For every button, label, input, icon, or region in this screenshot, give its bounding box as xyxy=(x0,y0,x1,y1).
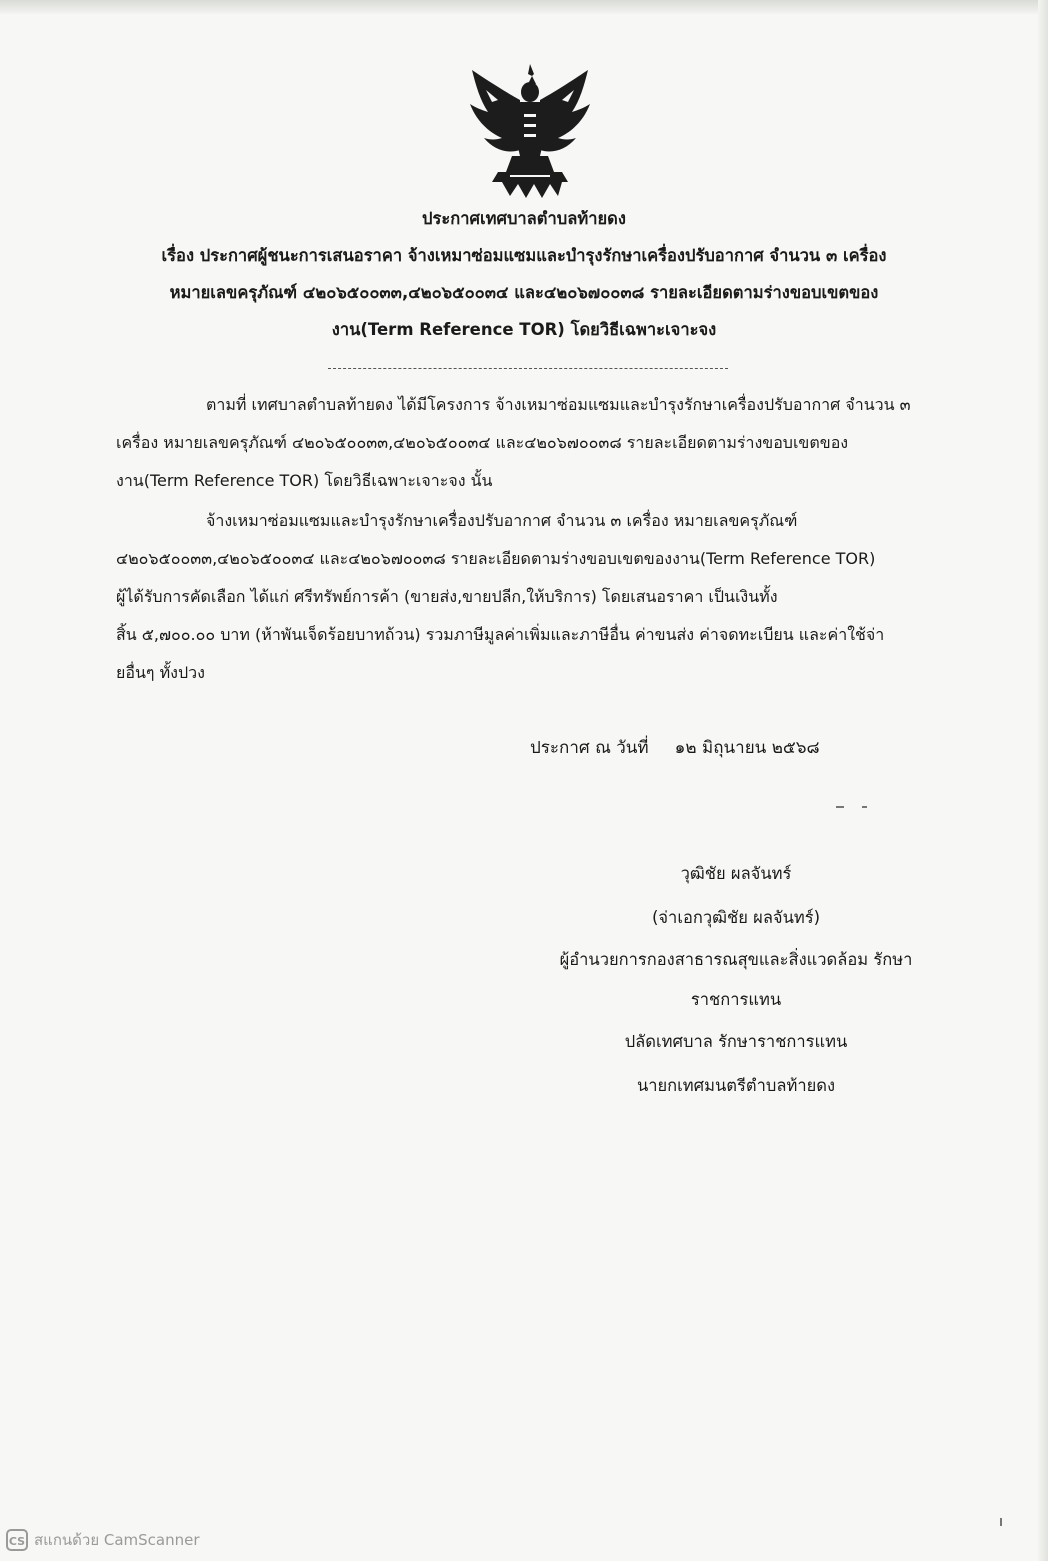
paragraph-2-line: ผู้ได้รับการคัดเลือก ได้แก่ ศรีทรัพย์การค้า (ขายส่ง,ขายปลีก,ให้บริการ) โดยเสนอราคา เป็นเงินทั้ง xyxy=(116,587,778,606)
paragraph-1-line: ตามที่ เทศบาลตำบลท้ายดง ได้มีโครงการ จ้างเหมาซ่อมแซมและบำรุงรักษาเครื่องปรับอากาศ จำนวน ๓ xyxy=(206,395,911,414)
scan-top-edge xyxy=(0,0,1048,14)
scan-speck xyxy=(862,806,867,808)
paragraph-2-line: สิ้น ๕,๗๐๐.๐๐ บาท (ห้าพันเจ็ดร้อยบาทถ้วน) รวมภาษีมูลค่าเพิ่มและภาษีอื่น ค่าขนส่ง ค่าจดทะเบียน และค่าใช้จ่า xyxy=(116,625,885,644)
title-divider xyxy=(328,368,728,369)
announcement-date-line xyxy=(530,734,820,761)
document-title-block xyxy=(120,200,928,348)
scan-speck xyxy=(1000,1518,1002,1526)
subject-line-2: หมายเลขครุภัณฑ์ ๔๒๐๖๕๐๐๓๓,๔๒๐๖๕๐๐๓๔ และ๔๒๐๖๗๐๐๓๘ รายละเอียดตามร่างขอบเขตของ xyxy=(169,283,879,302)
subject-line-3: งาน(Term Reference TOR) โดยวิธีเฉพาะเจาะจง xyxy=(331,320,717,339)
announcement-label: ประกาศ ณ วันที่ xyxy=(530,738,649,758)
paragraph-1-line: งาน(Term Reference TOR) โดยวิธีเฉพาะเจาะจง นั้น xyxy=(116,471,493,490)
paragraph-2-line: ยอื่นๆ ทั้งปวง xyxy=(116,663,205,682)
paragraph-2 xyxy=(116,502,936,692)
signatory-position-1: ผู้อำนวยการกองสาธารณสุขและสิ่งแวดล้อม รักษา xyxy=(559,950,913,969)
signatory-position-4: นายกเทศมนตรีตำบลท้ายดง xyxy=(636,1076,836,1095)
camscanner-logo-icon: CS xyxy=(6,1529,28,1551)
subject-line-1: เรื่อง ประกาศผู้ชนะการเสนอราคา จ้างเหมาซ่อมแซมและบำรุงรักษาเครื่องปรับอากาศ จำนวน ๓ เครื่อง xyxy=(161,246,887,265)
paragraph-1 xyxy=(116,386,936,500)
signatory-full-name: (จ่าเอกวุฒิชัย ผลจันทร์) xyxy=(651,908,821,927)
scanner-watermark xyxy=(6,1528,200,1552)
scanner-watermark-text: สแกนด้วย CamScanner xyxy=(34,1531,200,1549)
signature-block xyxy=(536,852,936,1108)
signatory-position-2: ราชการแทน xyxy=(690,990,782,1009)
announcement-date: ๑๒ มิถุนายน ๒๕๖๘ xyxy=(674,738,820,758)
scan-right-edge xyxy=(1038,0,1048,1561)
garuda-emblem-icon xyxy=(462,60,598,200)
paragraph-1-line: เครื่อง หมายเลขครุภัณฑ์ ๔๒๐๖๕๐๐๓๓,๔๒๐๖๕๐๐๓๔ และ๔๒๐๖๗๐๐๓๘ รายละเอียดตามร่างขอบเขตของ xyxy=(116,433,849,452)
scan-speck xyxy=(836,806,844,808)
paragraph-2-line: ๔๒๐๖๕๐๐๓๓,๔๒๐๖๕๐๐๓๔ และ๔๒๐๖๗๐๐๓๘ รายละเอียดตามร่างขอบเขตของงาน(Term Reference TOR) xyxy=(116,549,876,568)
signed-name: วุฒิชัย ผลจันทร์ xyxy=(680,864,792,883)
signatory-position-3: ปลัดเทศบาล รักษาราชการแทน xyxy=(624,1032,848,1051)
agency-name: ประกาศเทศบาลตำบลท้ายดง xyxy=(422,209,626,228)
paragraph-2-line: จ้างเหมาซ่อมแซมและบำรุงรักษาเครื่องปรับอากาศ จำนวน ๓ เครื่อง หมายเลขครุภัณฑ์ xyxy=(206,511,798,530)
